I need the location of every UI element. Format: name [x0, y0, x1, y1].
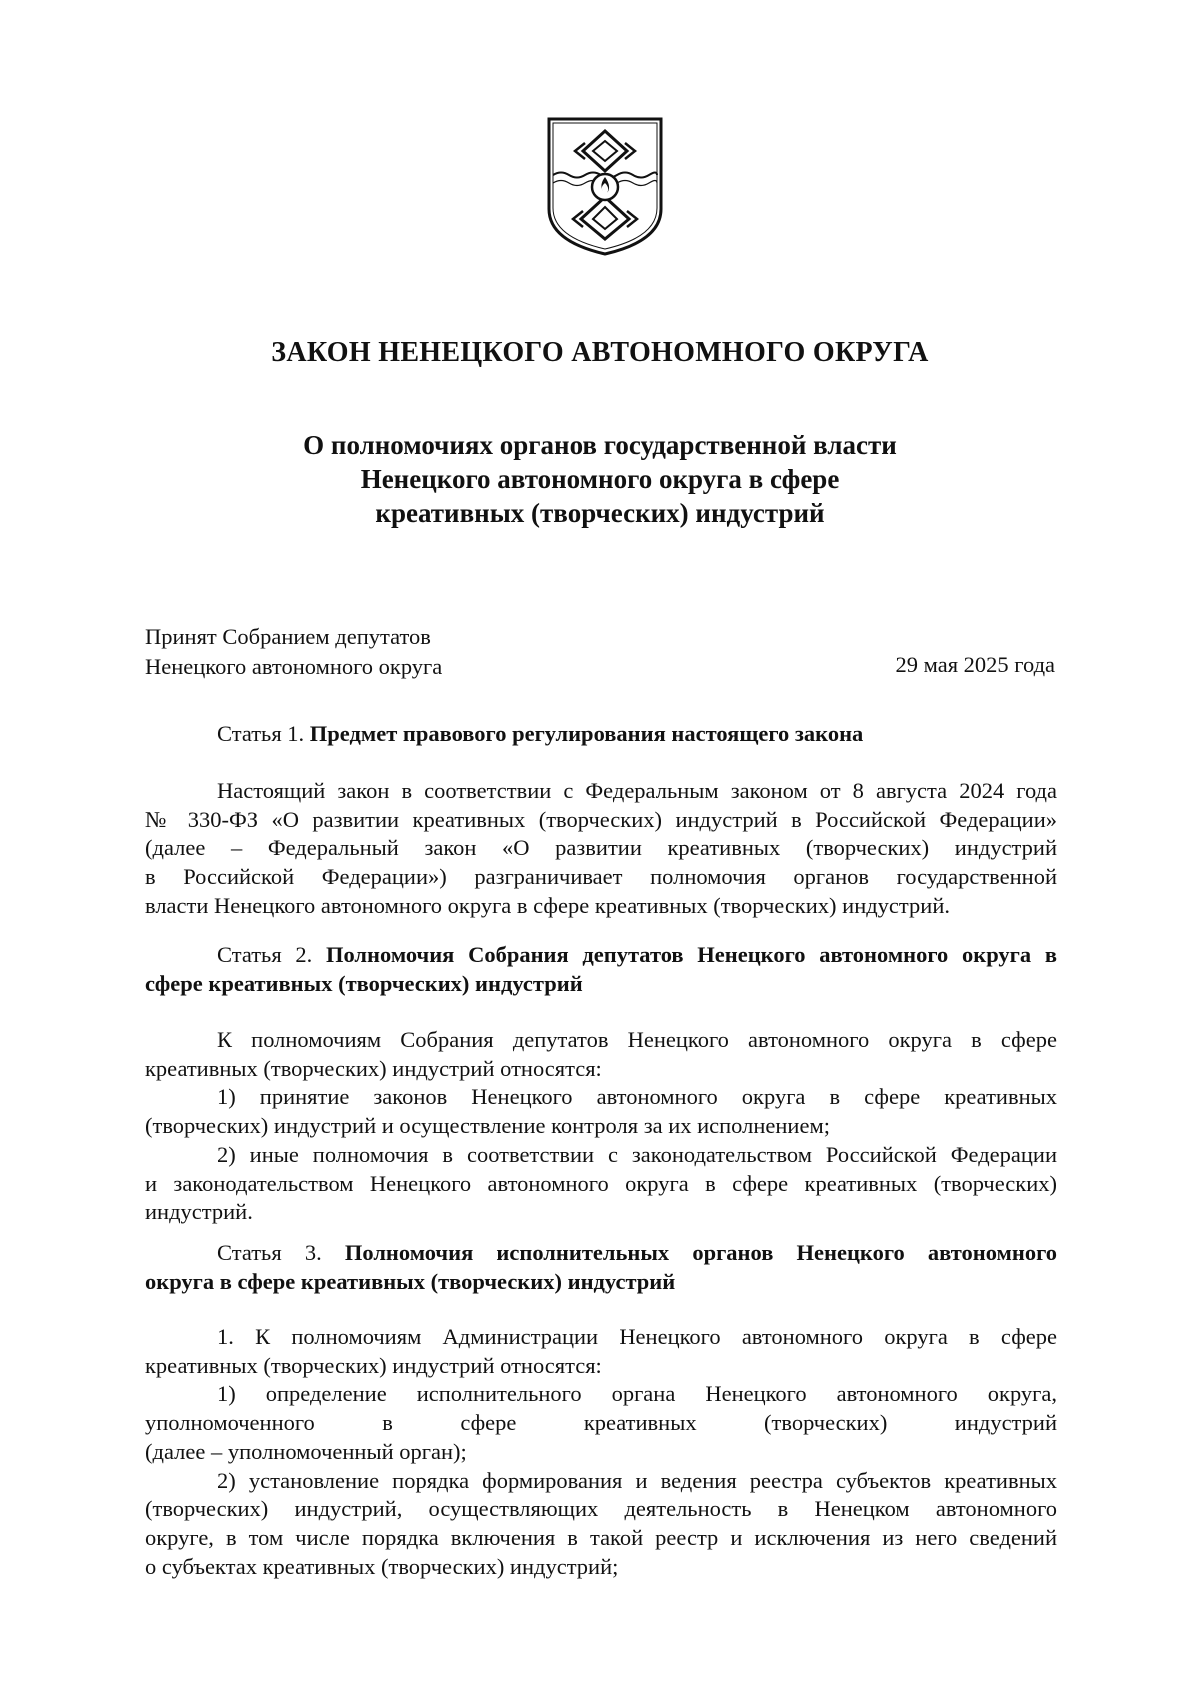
article-3-item-line: о субъектах креативных (творческих) индустрий;	[145, 1553, 619, 1579]
article-2-prefix: Статья 2.	[217, 942, 326, 967]
article-3-title-line: округа в сфере креативных (творческих) индустрий	[145, 1268, 676, 1294]
subtitle-line: Ненецкого автономного округа в сфере	[360, 464, 840, 494]
article-2-item-line: 1) принятие законов Ненецкого автономного округа в сфере креативных	[217, 1084, 1057, 1110]
article-2-title-line: сфере креативных (творческих) индустрий	[145, 970, 583, 996]
article-1-line: № 330-ФЗ «О развитии креативных (творческих) индустрий в Российской Федерации»	[145, 806, 1057, 832]
adoption-body	[145, 622, 442, 682]
article-3-item-line: 1) определение исполнительного органа Ненецкого автономного округа,	[217, 1381, 1057, 1407]
article-2-item-line: 2) иные полномочия в соответствии с законодательством Российской Федерации	[217, 1141, 1057, 1167]
article-2-title-line: Полномочия Собрания депутатов Ненецкого автономного округа в	[325, 942, 1057, 967]
article-2-item-line: индустрий.	[145, 1199, 253, 1225]
article-3-body	[145, 1323, 1057, 1581]
article-1-body	[145, 777, 1057, 921]
article-1-title: Предмет правового регулирования настоящего закона	[309, 721, 864, 746]
article-3-item-line: (творческих) индустрий, осуществляющих деятельность в Ненецком автономного	[145, 1496, 1057, 1522]
article-1-line: Настоящий закон в соответствии с Федеральным законом от 8 августа 2024 года	[217, 778, 1057, 803]
subtitle-line: О полномочиях органов государственной власти	[303, 430, 897, 460]
law-subtitle	[0, 428, 1200, 530]
article-3-item-line: округе, в том числе порядка включения в такой реестр и исключения из него сведений	[145, 1524, 1057, 1550]
article-1-heading	[145, 720, 1057, 749]
article-2-heading	[145, 941, 1057, 998]
article-3-item-line: уполномоченного в сфере креативных (творческих) индустрий	[145, 1410, 1057, 1436]
article-1-line: власти Ненецкого автономного округа в сфере креативных (творческих) индустрий.	[145, 892, 950, 918]
article-3-intro-line: 1. К полномочиям Администрации Ненецкого автономного округа в сфере	[217, 1324, 1057, 1349]
article-3-item-line: (далее – уполномоченный орган);	[145, 1438, 467, 1464]
article-3-heading	[145, 1239, 1057, 1296]
adoption-date: 29 мая 2025 года	[895, 652, 1055, 677]
adoption-line: Ненецкого автономного округа	[145, 654, 443, 679]
article-2-item-line: (творческих) индустрий и осуществление контроля за их исполнением;	[145, 1113, 830, 1139]
law-title: ЗАКОН НЕНЕЦКОГО АВТОНОМНОГО ОКРУГА	[271, 337, 929, 368]
article-2-body	[145, 1026, 1057, 1227]
article-1-line: (далее – Федеральный закон «О развитии креативных (творческих) индустрий	[145, 835, 1057, 861]
article-2-item-line: и законодательством Ненецкого автономного округа в сфере креативных (творческих)	[145, 1170, 1057, 1196]
article-3-title-line: Полномочия исполнительных органов Ненецкого автономного	[344, 1240, 1057, 1265]
article-3-prefix: Статья 3.	[217, 1240, 345, 1265]
article-3-item-line: 2) установление порядка формирования и ведения реестра субъектов креативных	[217, 1467, 1057, 1493]
subtitle-line: креативных (творческих) индустрий	[375, 498, 825, 528]
coat-of-arms-icon	[545, 113, 665, 259]
adoption-line: Принят Собранием депутатов	[145, 624, 431, 649]
article-2-intro-line: креативных (творческих) индустрий относятся:	[145, 1055, 602, 1081]
article-1-prefix: Статья 1.	[217, 721, 310, 746]
article-3-intro-line: креативных (творческих) индустрий относятся:	[145, 1352, 602, 1378]
article-1-line: в Российской Федерации») разграничивает полномочия органов государственной	[145, 864, 1057, 890]
article-2-intro-line: К полномочиям Собрания депутатов Ненецкого автономного округа в сфере	[217, 1027, 1057, 1052]
